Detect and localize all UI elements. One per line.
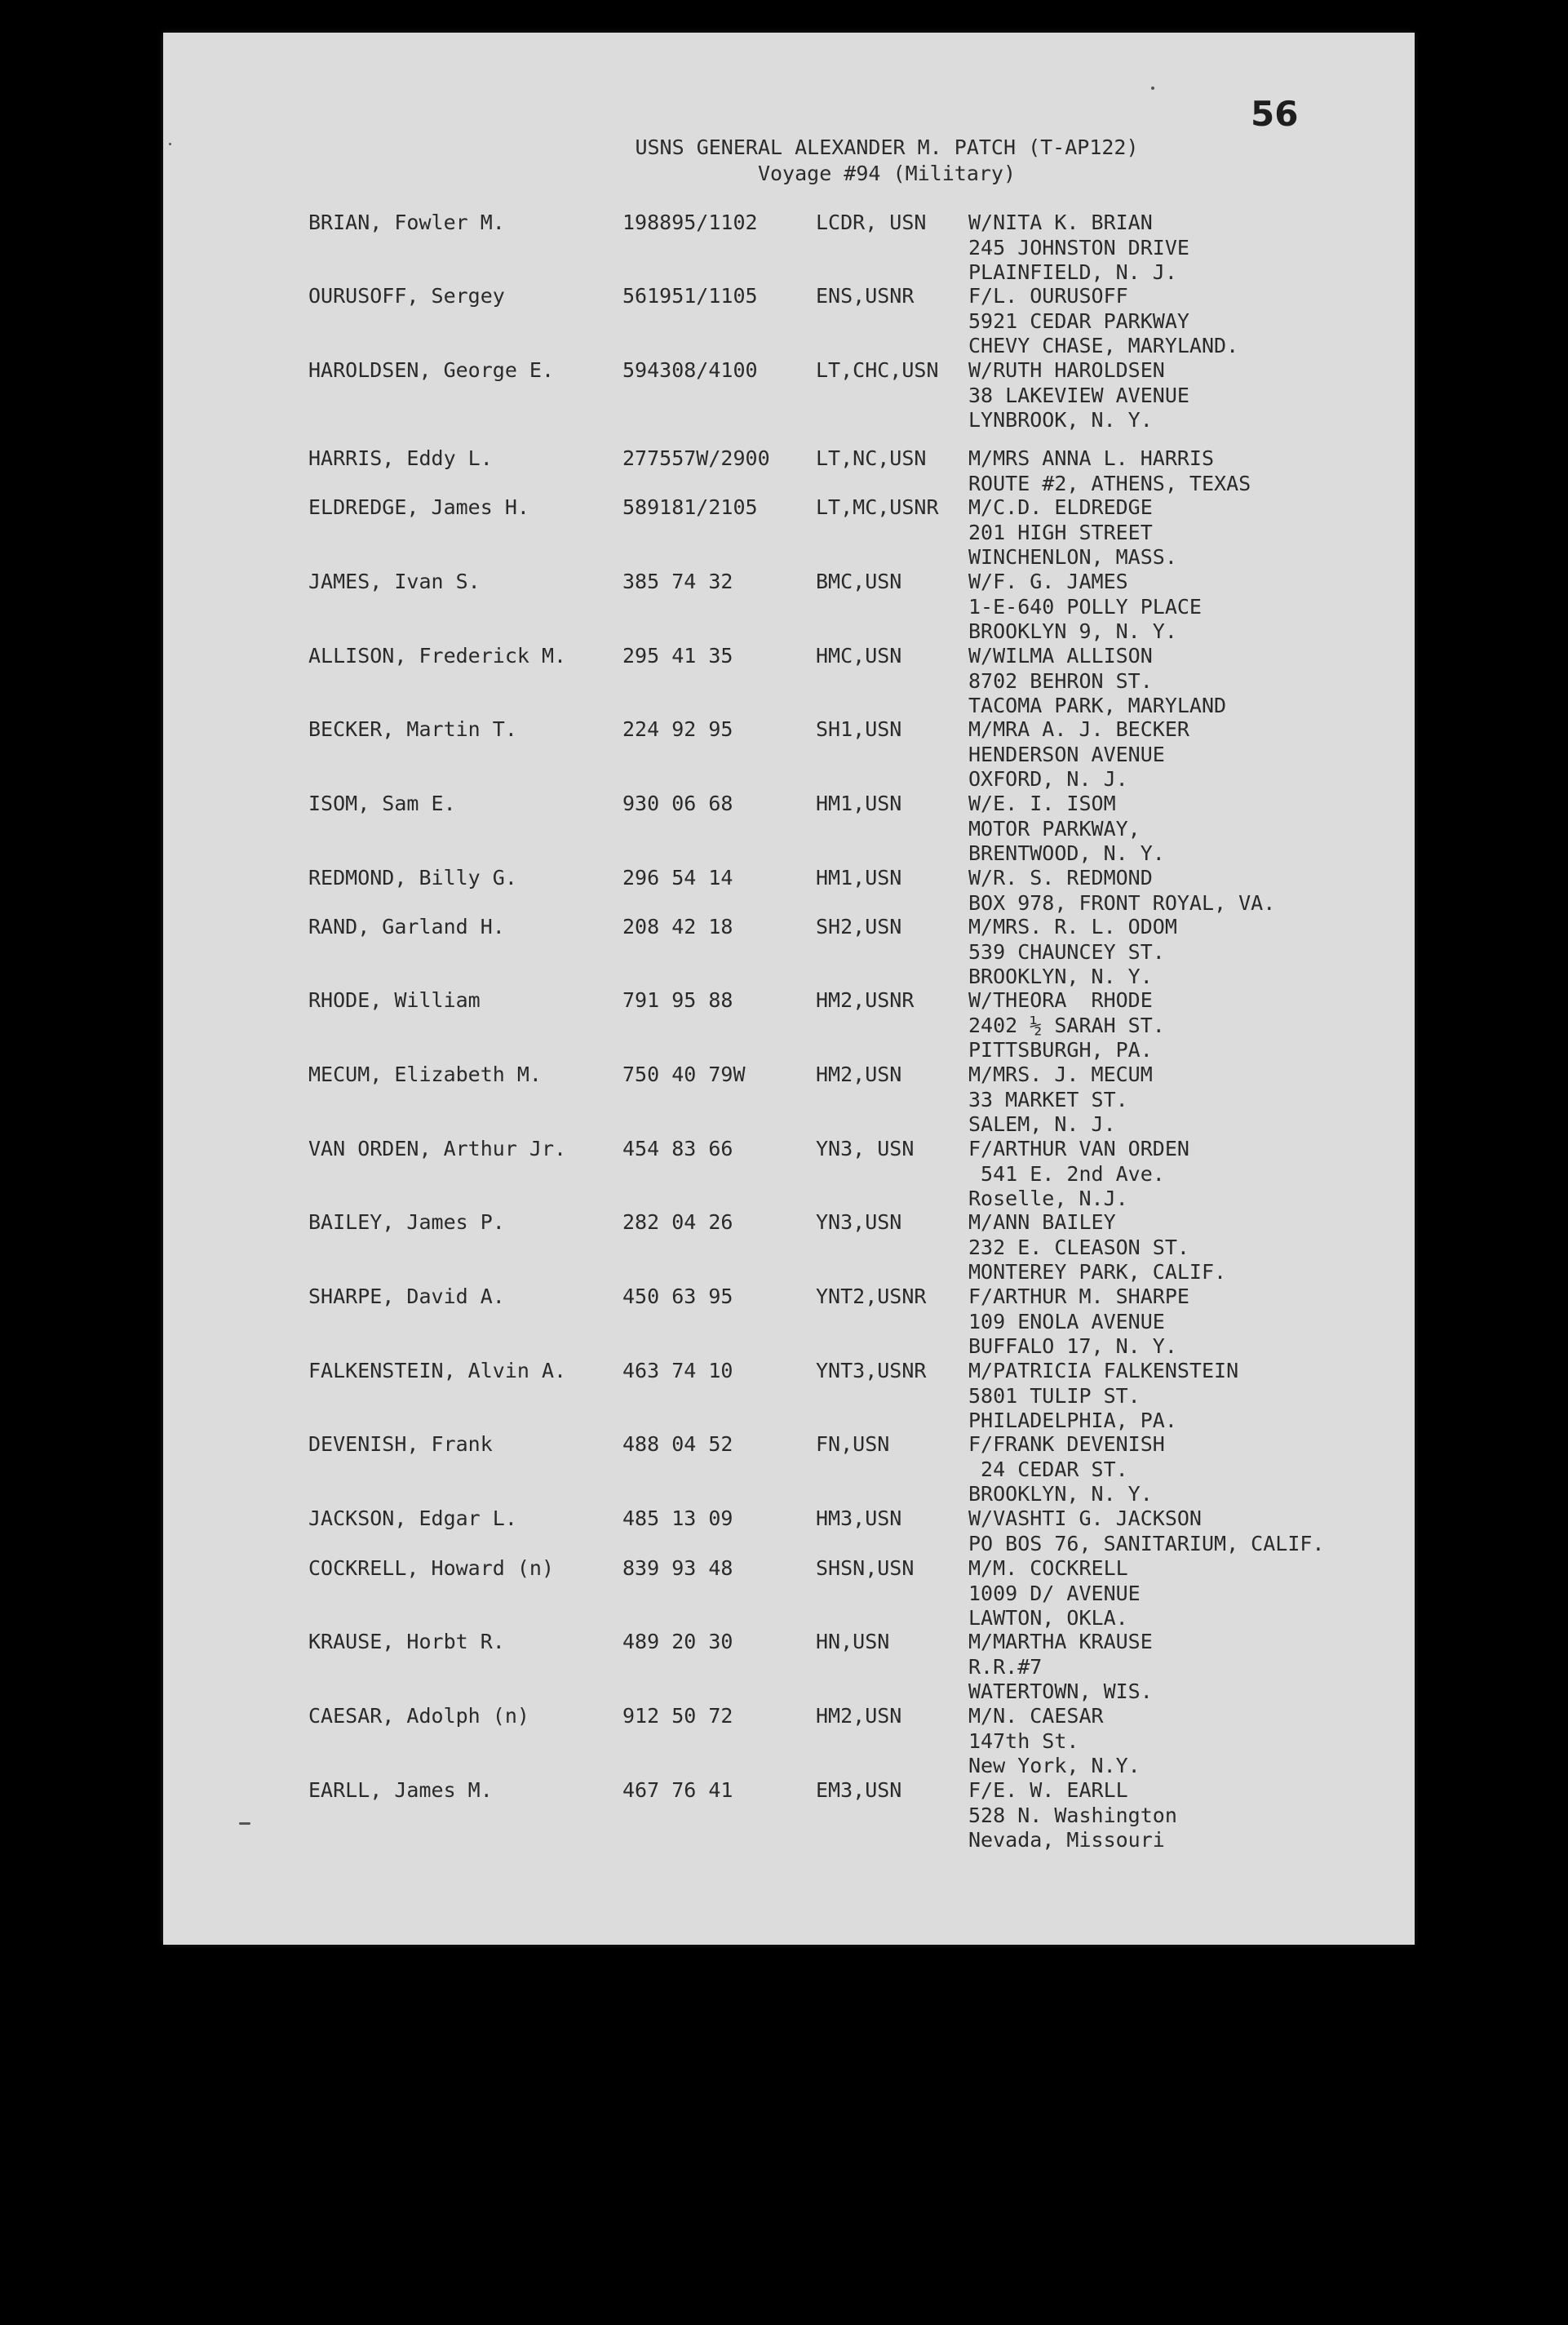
record-service-number: 750 40 79W — [622, 1063, 746, 1086]
address-line: MONTEREY PARK, CALIF. — [968, 1260, 1227, 1284]
address-line: W/E. I. ISOM — [968, 792, 1116, 815]
document-title: USNS GENERAL ALEXANDER M. PATCH (T-AP122) — [635, 135, 1139, 159]
address-line: BROOKLYN 9, N. Y. — [968, 619, 1177, 643]
record-name: DEVENISH, Frank — [308, 1432, 493, 1456]
address-line: BROOKLYN, N. Y. — [968, 1482, 1153, 1506]
record-next-of-kin-address — [968, 1630, 1153, 1705]
address-line: 245 JOHNSTON DRIVE — [968, 235, 1189, 260]
address-line: WINCHENLON, MASS. — [968, 545, 1177, 569]
record-name: RHODE, William — [308, 988, 481, 1012]
record-rank: HM1,USN — [816, 792, 902, 815]
record-next-of-kin-address — [968, 717, 1189, 792]
address-line: 539 CHAUNCEY ST. — [968, 939, 1165, 964]
record-name: RAND, Garland H. — [308, 915, 505, 938]
paper-speck — [169, 143, 171, 145]
address-line: 8702 BEHRON ST. — [968, 668, 1153, 693]
record-name: VAN ORDEN, Arthur Jr. — [308, 1137, 567, 1160]
record-rank: YN3,USN — [816, 1210, 902, 1234]
record-rank: HM1,USN — [816, 866, 902, 890]
record-next-of-kin-address — [968, 211, 1189, 286]
address-line: F/L. OURUSOFF — [968, 284, 1128, 308]
record-rank: EM3,USN — [816, 1778, 902, 1802]
address-line: MOTOR PARKWAY, — [968, 816, 1141, 841]
record-next-of-kin-address — [968, 1063, 1153, 1138]
paper-speck — [239, 1822, 250, 1825]
record-rank: SH1,USN — [816, 717, 902, 741]
record-name: KRAUSE, Horbt R. — [308, 1630, 505, 1653]
record-name: BAILEY, James P. — [308, 1210, 505, 1234]
address-line: 38 LAKEVIEW AVENUE — [968, 383, 1189, 407]
record-service-number: 912 50 72 — [622, 1704, 733, 1728]
record-next-of-kin-address — [968, 1704, 1141, 1779]
address-line: 2402 ½ SARAH ST. — [968, 1013, 1165, 1037]
address-line: 528 N. Washington — [968, 1803, 1177, 1827]
record-rank: BMC,USN — [816, 570, 902, 593]
record-service-number: 454 83 66 — [622, 1137, 733, 1160]
record-service-number: 450 63 95 — [622, 1285, 733, 1308]
record-name: OURUSOFF, Sergey — [308, 284, 505, 308]
record-name: HARRIS, Eddy L. — [308, 446, 493, 470]
address-line: M/MRA A. J. BECKER — [968, 717, 1189, 741]
record-rank: LT,NC,USN — [816, 446, 927, 470]
record-service-number: 561951/1105 — [622, 284, 758, 308]
address-line: BUFFALO 17, N. Y. — [968, 1334, 1177, 1358]
record-service-number: 488 04 52 — [622, 1432, 733, 1456]
record-service-number: 282 04 26 — [622, 1210, 733, 1234]
record-name: COCKRELL, Howard (n) — [308, 1556, 555, 1580]
address-line: W/RUTH HAROLDSEN — [968, 358, 1165, 382]
address-line: Roselle, N.J. — [968, 1187, 1128, 1210]
record-next-of-kin-address — [968, 1137, 1189, 1212]
record-next-of-kin-address — [968, 866, 1275, 916]
record-next-of-kin-address — [968, 915, 1177, 990]
address-line: W/VASHTI G. JACKSON — [968, 1506, 1202, 1530]
record-rank: LT,MC,USNR — [816, 495, 939, 519]
record-service-number: 463 74 10 — [622, 1359, 733, 1382]
record-service-number: 467 76 41 — [622, 1778, 733, 1802]
record-service-number: 198895/1102 — [622, 211, 758, 234]
address-line: TACOMA PARK, MARYLAND — [968, 694, 1227, 717]
record-name: JACKSON, Edgar L. — [308, 1506, 517, 1530]
record-rank: HM2,USN — [816, 1063, 902, 1086]
address-line: F/E. W. EARLL — [968, 1778, 1128, 1802]
document-header — [163, 135, 1415, 187]
record-next-of-kin-address — [968, 1432, 1165, 1507]
record-next-of-kin-address — [968, 1285, 1189, 1360]
record-next-of-kin-address — [968, 1778, 1177, 1853]
record-service-number: 277557W/2900 — [622, 446, 770, 470]
record-name: ELDREDGE, James H. — [308, 495, 529, 519]
record-rank: FN,USN — [816, 1432, 890, 1456]
address-line: 1009 D/ AVENUE — [968, 1581, 1141, 1605]
address-line: M/N. CAESAR — [968, 1704, 1104, 1728]
record-rank: YNT2,USNR — [816, 1285, 927, 1308]
record-service-number: 224 92 95 — [622, 717, 733, 741]
address-line: HENDERSON AVENUE — [968, 742, 1165, 766]
address-line: 5921 CEDAR PARKWAY — [968, 308, 1189, 333]
record-next-of-kin-address — [968, 358, 1189, 433]
record-service-number: 208 42 18 — [622, 915, 733, 938]
record-service-number: 385 74 32 — [622, 570, 733, 593]
address-line: 109 ENOLA AVENUE — [968, 1309, 1165, 1333]
address-line: 1-E-640 POLLY PLACE — [968, 594, 1202, 619]
address-line: F/ARTHUR M. SHARPE — [968, 1285, 1189, 1308]
record-rank: HM2,USN — [816, 1704, 902, 1728]
record-name: EARLL, James M. — [308, 1778, 493, 1802]
address-line: W/NITA K. BRIAN — [968, 211, 1153, 234]
page-number: 56 — [1251, 94, 1299, 134]
address-line: 232 E. CLEASON ST. — [968, 1235, 1189, 1259]
address-line: 24 CEDAR ST. — [968, 1457, 1128, 1481]
address-line: PHILADELPHIA, PA. — [968, 1409, 1177, 1432]
address-line: LYNBROOK, N. Y. — [968, 408, 1153, 432]
paper-speck — [1151, 87, 1154, 90]
address-line: F/FRANK DEVENISH — [968, 1432, 1165, 1456]
record-name: FALKENSTEIN, Alvin A. — [308, 1359, 567, 1382]
record-next-of-kin-address — [968, 446, 1251, 496]
address-line: BOX 978, FRONT ROYAL, VA. — [968, 890, 1276, 915]
record-next-of-kin-address — [968, 495, 1177, 570]
address-line: 5801 TULIP ST. — [968, 1383, 1141, 1408]
address-line: 33 MARKET ST. — [968, 1087, 1128, 1111]
document-page — [163, 33, 1415, 1945]
address-line: PO BOS 76, SANITARIUM, CALIF. — [968, 1531, 1325, 1555]
address-line: M/MARTHA KRAUSE — [968, 1630, 1153, 1653]
record-service-number: 930 06 68 — [622, 792, 733, 815]
record-rank: HM3,USN — [816, 1506, 902, 1530]
record-next-of-kin-address — [968, 644, 1226, 719]
record-name: BRIAN, Fowler M. — [308, 211, 505, 234]
address-line: Nevada, Missouri — [968, 1828, 1165, 1852]
address-line: BRENTWOOD, N. Y. — [968, 841, 1165, 865]
address-line: SALEM, N. J. — [968, 1112, 1116, 1136]
record-rank: HM2,USNR — [816, 988, 915, 1012]
address-line: M/MRS ANNA L. HARRIS — [968, 446, 1215, 470]
record-next-of-kin-address — [968, 1359, 1238, 1434]
address-line: M/MRS. R. L. ODOM — [968, 915, 1177, 938]
record-rank: HMC,USN — [816, 644, 902, 668]
record-next-of-kin-address — [968, 792, 1165, 867]
address-line: LAWTON, OKLA. — [968, 1606, 1128, 1630]
record-name: BECKER, Martin T. — [308, 717, 517, 741]
address-line: BROOKLYN, N. Y. — [968, 965, 1153, 988]
record-next-of-kin-address — [968, 284, 1238, 359]
address-line: R.R.#7 — [968, 1654, 1043, 1679]
address-line: F/ARTHUR VAN ORDEN — [968, 1137, 1189, 1160]
record-name: CAESAR, Adolph (n) — [308, 1704, 529, 1728]
address-line: M/M. COCKRELL — [968, 1556, 1128, 1580]
address-line: W/R. S. REDMOND — [968, 866, 1153, 890]
record-rank: LT,CHC,USN — [816, 358, 939, 382]
address-line: M/C.D. ELDREDGE — [968, 495, 1153, 519]
record-next-of-kin-address — [968, 570, 1202, 645]
record-name: MECUM, Elizabeth M. — [308, 1063, 542, 1086]
record-rank: LCDR, USN — [816, 211, 927, 234]
record-rank: YN3, USN — [816, 1137, 915, 1160]
address-line: New York, N.Y. — [968, 1754, 1141, 1777]
document-subtitle: Voyage #94 (Military) — [757, 162, 1017, 185]
address-line: WATERTOWN, WIS. — [968, 1679, 1153, 1703]
address-line: 201 HIGH STREET — [968, 520, 1153, 544]
record-name: HAROLDSEN, George E. — [308, 358, 555, 382]
record-service-number: 296 54 14 — [622, 866, 733, 890]
address-line: M/ANN BAILEY — [968, 1210, 1116, 1234]
record-service-number: 791 95 88 — [622, 988, 733, 1012]
record-next-of-kin-address — [968, 988, 1165, 1063]
record-rank: HN,USN — [816, 1630, 890, 1653]
record-name: SHARPE, David A. — [308, 1285, 505, 1308]
record-name: ALLISON, Frederick M. — [308, 644, 567, 668]
address-line: W/THEORA RHODE — [968, 988, 1153, 1012]
record-service-number: 839 93 48 — [622, 1556, 733, 1580]
address-line: CHEVY CHASE, MARYLAND. — [968, 334, 1239, 357]
address-line: W/WILMA ALLISON — [968, 644, 1153, 668]
record-rank: YNT3,USNR — [816, 1359, 927, 1382]
address-line: OXFORD, N. J. — [968, 767, 1128, 791]
address-line: W/F. G. JAMES — [968, 570, 1128, 593]
record-name: JAMES, Ivan S. — [308, 570, 481, 593]
record-service-number: 485 13 09 — [622, 1506, 733, 1530]
record-name: REDMOND, Billy G. — [308, 866, 517, 890]
record-service-number: 295 41 35 — [622, 644, 733, 668]
record-name: ISOM, Sam E. — [308, 792, 456, 815]
record-service-number: 589181/2105 — [622, 495, 758, 519]
address-line: M/PATRICIA FALKENSTEIN — [968, 1359, 1239, 1382]
address-line: ROUTE #2, ATHENS, TEXAS — [968, 471, 1251, 495]
record-rank: SH2,USN — [816, 915, 902, 938]
record-rank: ENS,USNR — [816, 284, 915, 308]
record-next-of-kin-address — [968, 1556, 1141, 1631]
address-line: PLAINFIELD, N. J. — [968, 260, 1177, 284]
record-service-number: 489 20 30 — [622, 1630, 733, 1653]
address-line: 541 E. 2nd Ave. — [968, 1161, 1165, 1186]
record-rank: SHSN,USN — [816, 1556, 915, 1580]
record-next-of-kin-address — [968, 1506, 1325, 1556]
address-line: 147th St. — [968, 1728, 1079, 1753]
address-line: M/MRS. J. MECUM — [968, 1063, 1153, 1086]
record-next-of-kin-address — [968, 1210, 1226, 1285]
record-service-number: 594308/4100 — [622, 358, 758, 382]
address-line: PITTSBURGH, PA. — [968, 1038, 1153, 1062]
